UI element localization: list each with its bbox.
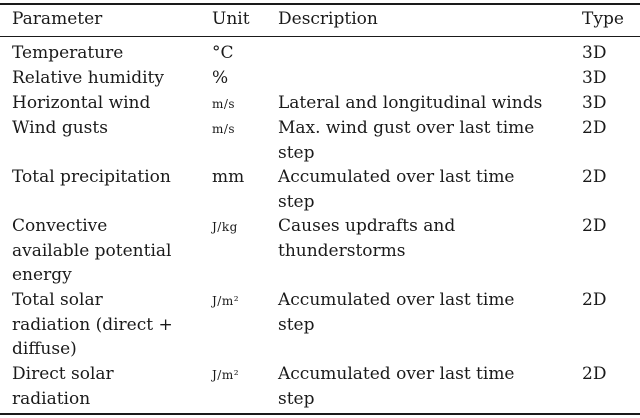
header-parameter: Parameter: [12, 9, 103, 29]
cell-description-line: Accumulated over last time: [278, 167, 515, 187]
cell-parameter: [12, 41, 123, 66]
cell-unit: J/m²: [212, 294, 240, 308]
cell-parameter: [12, 91, 150, 116]
header-description: Description: [278, 9, 378, 29]
cell-unit: m/s: [212, 97, 236, 111]
cell-parameter-line: diffuse): [12, 339, 77, 359]
cell-parameter-line: radiation: [12, 388, 91, 409]
cell-type: 3D: [582, 43, 607, 63]
cell-parameter-line: Wind gusts: [12, 118, 108, 138]
cell-type: 2D: [582, 364, 607, 384]
cell-type: 2D: [582, 118, 607, 138]
cell-description-line: Max. wind gust over last time: [278, 118, 535, 138]
cell-description: [278, 362, 515, 411]
cell-description: [278, 165, 515, 214]
cell-description-line: step: [278, 191, 315, 212]
cell-description: [278, 288, 515, 337]
cell-parameter-line: available potential: [12, 240, 172, 261]
cell-type: 2D: [582, 290, 607, 310]
header-unit: Unit: [212, 9, 250, 29]
cell-type: 2D: [582, 167, 607, 187]
cell-unit: %: [212, 68, 229, 88]
cell-parameter: [12, 288, 173, 362]
cell-unit: J/m²: [212, 368, 240, 382]
cell-description-line: step: [278, 388, 315, 409]
cell-type: 2D: [582, 216, 607, 236]
cell-parameter-line: radiation (direct +: [12, 314, 173, 335]
cell-unit: m/s: [212, 122, 236, 136]
cell-parameter-line: Temperature: [12, 43, 124, 63]
top-rule: [0, 3, 640, 5]
cell-parameter: [12, 165, 171, 190]
cell-parameter-line: Total solar: [12, 290, 103, 310]
cell-parameter-line: Horizontal wind: [12, 93, 151, 113]
cell-parameter-line: Total precipitation: [12, 167, 171, 187]
cell-description-line: Accumulated over last time: [278, 290, 515, 310]
cell-parameter-line: Direct solar: [12, 364, 114, 384]
cell-description-line: Lateral and longitudinal winds: [278, 93, 543, 113]
cell-parameter-line: Relative humidity: [12, 68, 164, 88]
cell-description: [278, 214, 455, 263]
cell-description-line: step: [278, 314, 315, 335]
cell-type: 3D: [582, 93, 607, 113]
bottom-rule: [0, 413, 640, 415]
header-rule: [0, 36, 640, 37]
header-type: Type: [582, 9, 624, 29]
cell-description-line: Causes updrafts and: [278, 216, 456, 236]
cell-parameter: [12, 214, 171, 288]
cell-unit: °C: [212, 43, 234, 63]
cell-parameter-line: energy: [12, 265, 72, 285]
cell-parameter: [12, 66, 164, 91]
cell-description: [278, 116, 534, 165]
cell-type: 3D: [582, 68, 607, 88]
cell-description-line: step: [278, 142, 315, 163]
cell-description: [278, 91, 542, 116]
cell-parameter-line: Convective: [12, 216, 108, 236]
cell-description-line: thunderstorms: [278, 240, 406, 261]
cell-description-line: Accumulated over last time: [278, 364, 515, 384]
cell-parameter: [12, 362, 114, 411]
cell-parameter: [12, 116, 108, 141]
cell-unit: J/kg: [212, 220, 238, 234]
cell-unit: mm: [212, 167, 245, 187]
